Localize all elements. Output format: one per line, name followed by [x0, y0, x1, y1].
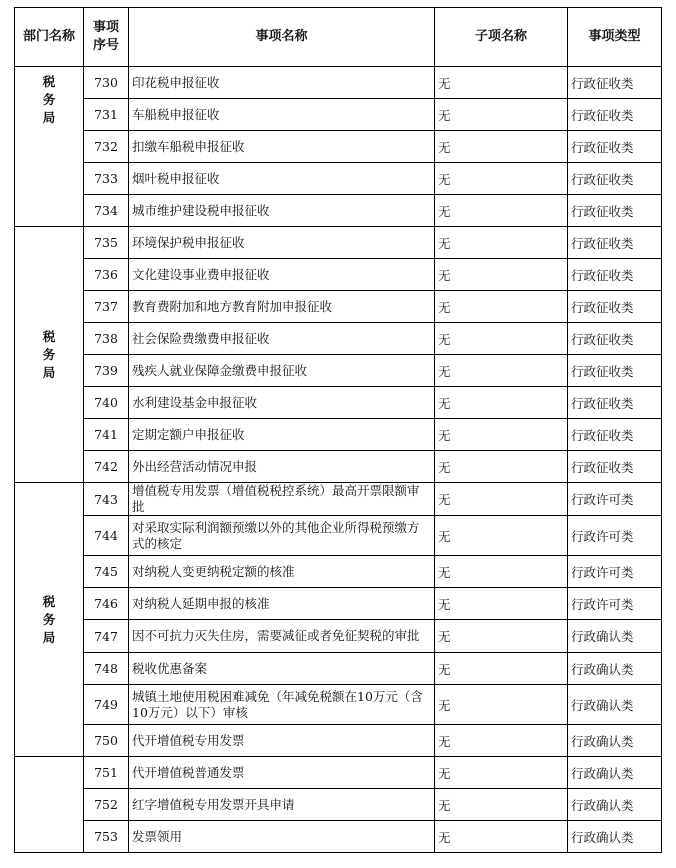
item-type: 行政确认类 [568, 620, 662, 653]
item-subitem: 无 [435, 99, 568, 131]
item-subitem: 无 [435, 685, 568, 725]
item-number: 746 [84, 588, 129, 620]
item-subitem: 无 [435, 163, 568, 195]
item-subitem: 无 [435, 821, 568, 853]
table-row [15, 291, 662, 323]
item-name: 对采取实际利润额预缴以外的其他企业所得税预缴方式的核定 [129, 516, 435, 556]
item-number: 747 [84, 620, 129, 653]
item-number: 751 [84, 757, 129, 789]
header-seq-label: 事项序号 [92, 20, 119, 53]
header-dept: 部门名称 [15, 8, 84, 67]
table-row [15, 620, 662, 653]
item-name: 环境保护税申报征收 [129, 227, 435, 259]
item-subitem: 无 [435, 620, 568, 653]
item-subitem: 无 [435, 323, 568, 355]
item-name: 发票领用 [129, 821, 435, 853]
table-row [15, 355, 662, 387]
item-name: 车船税申报征收 [129, 99, 435, 131]
table-row [15, 653, 662, 685]
item-number: 735 [84, 227, 129, 259]
item-subitem: 无 [435, 451, 568, 483]
item-subitem: 无 [435, 355, 568, 387]
item-type: 行政征收类 [568, 387, 662, 419]
item-type: 行政许可类 [568, 516, 662, 556]
table-row [15, 821, 662, 853]
item-subitem: 无 [435, 387, 568, 419]
item-name: 烟叶税申报征收 [129, 163, 435, 195]
item-type: 行政确认类 [568, 789, 662, 821]
item-type: 行政许可类 [568, 483, 662, 516]
header-type: 事项类型 [568, 8, 662, 67]
item-number: 753 [84, 821, 129, 853]
item-number: 730 [84, 67, 129, 99]
item-name: 对纳税人变更纳税定额的核准 [129, 556, 435, 588]
table-row [15, 725, 662, 757]
table-row [15, 131, 662, 163]
item-name: 红字增值税专用发票开具申请 [129, 789, 435, 821]
item-name: 扣缴车船税申报征收 [129, 131, 435, 163]
item-subitem: 无 [435, 757, 568, 789]
item-type: 行政征收类 [568, 355, 662, 387]
item-type: 行政许可类 [568, 588, 662, 620]
item-subitem: 无 [435, 67, 568, 99]
item-subitem: 无 [435, 653, 568, 685]
item-type: 行政许可类 [568, 556, 662, 588]
item-type: 行政确认类 [568, 725, 662, 757]
item-type: 行政确认类 [568, 653, 662, 685]
item-subitem: 无 [435, 789, 568, 821]
table-row [15, 195, 662, 227]
table-row [15, 67, 662, 99]
item-number: 744 [84, 516, 129, 556]
item-name: 对纳税人延期申报的核准 [129, 588, 435, 620]
item-number: 736 [84, 259, 129, 291]
table-row [15, 556, 662, 588]
dept-cell [15, 227, 84, 483]
item-number: 731 [84, 99, 129, 131]
item-type: 行政征收类 [568, 163, 662, 195]
dept-cell [15, 757, 84, 853]
item-type: 行政确认类 [568, 757, 662, 789]
item-name: 城市维护建设税申报征收 [129, 195, 435, 227]
table-row [15, 259, 662, 291]
item-name: 外出经营活动情况申报 [129, 451, 435, 483]
item-subitem: 无 [435, 291, 568, 323]
item-name: 残疾人就业保障金缴费申报征收 [129, 355, 435, 387]
item-type: 行政确认类 [568, 685, 662, 725]
item-type: 行政征收类 [568, 67, 662, 99]
item-name: 文化建设事业费申报征收 [129, 259, 435, 291]
item-type: 行政征收类 [568, 195, 662, 227]
table-row [15, 516, 662, 556]
item-name: 水利建设基金申报征收 [129, 387, 435, 419]
item-name: 社会保险费缴费申报征收 [129, 323, 435, 355]
item-number: 738 [84, 323, 129, 355]
table-row [15, 419, 662, 451]
item-type: 行政征收类 [568, 323, 662, 355]
table-body [15, 67, 662, 853]
table-row [15, 588, 662, 620]
item-type: 行政征收类 [568, 99, 662, 131]
item-subitem: 无 [435, 483, 568, 516]
item-number: 749 [84, 685, 129, 725]
item-name: 教育费附加和地方教育附加申报征收 [129, 291, 435, 323]
table-row [15, 323, 662, 355]
item-subitem: 无 [435, 195, 568, 227]
header-seq [84, 8, 129, 67]
table-row [15, 451, 662, 483]
header-sub: 子项名称 [435, 8, 568, 67]
item-subitem: 无 [435, 588, 568, 620]
item-subitem: 无 [435, 725, 568, 757]
table-row [15, 227, 662, 259]
item-number: 732 [84, 131, 129, 163]
table-header-row [15, 8, 662, 67]
item-number: 739 [84, 355, 129, 387]
item-name: 印花税申报征收 [129, 67, 435, 99]
table-row [15, 789, 662, 821]
dept-cell [15, 483, 84, 757]
item-number: 743 [84, 483, 129, 516]
item-name: 代开增值税专用发票 [129, 725, 435, 757]
item-name: 增值税专用发票（增值税税控系统）最高开票限额审批 [129, 483, 435, 516]
item-name: 税收优惠备案 [129, 653, 435, 685]
item-name: 因不可抗力灭失住房，需要减征或者免征契税的审批 [129, 620, 435, 653]
item-number: 752 [84, 789, 129, 821]
item-type: 行政征收类 [568, 419, 662, 451]
table-row [15, 99, 662, 131]
item-number: 737 [84, 291, 129, 323]
item-subitem: 无 [435, 556, 568, 588]
item-number: 733 [84, 163, 129, 195]
item-number: 750 [84, 725, 129, 757]
item-type: 行政确认类 [568, 821, 662, 853]
item-name: 城镇土地使用税困难减免（年减免税额在10万元（含10万元）以下）审核 [129, 685, 435, 725]
item-type: 行政征收类 [568, 259, 662, 291]
item-subitem: 无 [435, 227, 568, 259]
item-number: 745 [84, 556, 129, 588]
item-number: 740 [84, 387, 129, 419]
item-type: 行政征收类 [568, 291, 662, 323]
item-number: 742 [84, 451, 129, 483]
item-type: 行政征收类 [568, 227, 662, 259]
item-number: 748 [84, 653, 129, 685]
item-subitem: 无 [435, 131, 568, 163]
dept-label: 税务局 [42, 593, 56, 645]
table-row [15, 387, 662, 419]
item-subitem: 无 [435, 419, 568, 451]
item-number: 741 [84, 419, 129, 451]
header-name: 事项名称 [129, 8, 435, 67]
items-table [14, 7, 662, 853]
item-subitem: 无 [435, 516, 568, 556]
item-number: 734 [84, 195, 129, 227]
item-name: 定期定额户申报征收 [129, 419, 435, 451]
item-subitem: 无 [435, 259, 568, 291]
table-row [15, 163, 662, 195]
item-name: 代开增值税普通发票 [129, 757, 435, 789]
document-page [14, 7, 661, 853]
item-type: 行政征收类 [568, 451, 662, 483]
table-row [15, 757, 662, 789]
table-row [15, 483, 662, 516]
dept-label: 税务局 [42, 328, 56, 380]
table-row [15, 685, 662, 725]
dept-cell [15, 67, 84, 227]
item-type: 行政征收类 [568, 131, 662, 163]
dept-label: 税务局 [42, 74, 56, 125]
